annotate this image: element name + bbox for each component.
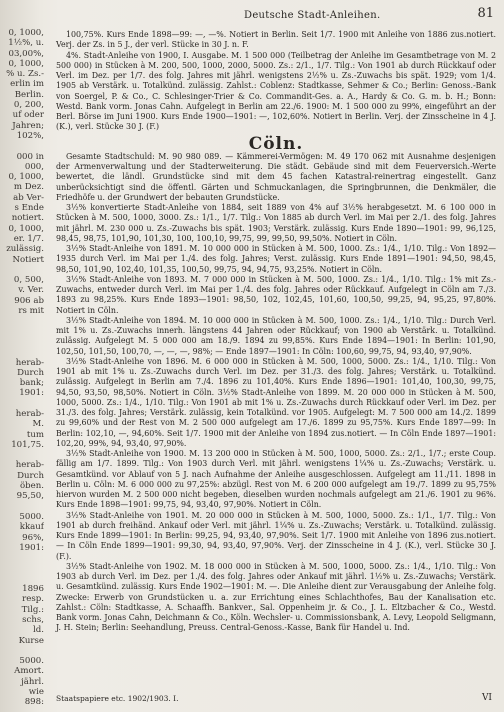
margin-line (0, 399, 44, 409)
margin-line (0, 646, 44, 656)
margin-line: ab Ver- (13, 192, 44, 203)
margin-line (0, 327, 44, 337)
margin-line: s Ende (14, 203, 44, 214)
margin-line: 03,00%, (8, 48, 44, 59)
margin-line: wie (28, 687, 44, 697)
paragraphs-before-section (56, 51, 496, 133)
margin-line: herab- (15, 460, 44, 471)
margin-line: 5000. (19, 511, 44, 522)
paragraph: 3½% Stadt-Anleihe von 1894. M. 10 000 000 in Stücken à M. 500, 1000. Zs.: 1/4., 1/10. Tilg.: Durch Verl. mit 1% u. Zs.-Zuwachs innerh. längstens 44 Jahren oder Rückkauf; von 1900 ab Verstärk. u. Totalkünd. zulässig. Aufgelegt M. 5 000 000 am 18./9. 1894 zu 99,85%. Kurs Ende 1894—1901: In Berlin: 101,90, 102,50, 101,50, 100,70, —, —, —, 98%; — Ende 1897—1901: In Cöln: 100,60, 99,75, 94, 93,40, 97,90%. (56, 315, 496, 356)
margin-line: % u. Zs.- (6, 69, 44, 80)
margin-line: rs mit (18, 306, 44, 317)
paragraph: 3½% Stadt-Anleihe von 1893. M. 7 000 000 in Stücken à M. 500, 1000. Zs.: 1/4., 1/10. Tilg.: 1% mit Zs.-Zuwachs, entweder durch Verl. im Mai per 1./4. des folg. Jahres oder Rückkauf. Aufgelegt in Cöln am 7./3. 1893 zu 98,25%. Kurs Ende 1893—1901: 98,50, 102, 102,45, 101,60, 100,50, 99,25, 94, 95,25, 97,80%. Notiert in Cöln. (56, 274, 496, 315)
margin-line: Amort. (14, 666, 44, 677)
margin-line: 1901: (19, 388, 44, 399)
margin-line: 0, 1000, (8, 28, 44, 38)
margin-line: 000 in (16, 151, 44, 162)
margin-line (0, 502, 44, 512)
margin-line: 102%, (16, 130, 44, 141)
margin-line: Durch (17, 470, 44, 481)
margin-line: 898: (24, 697, 44, 708)
margin-line: notiert. (11, 213, 44, 224)
margin-line: Tilg.: (21, 604, 44, 615)
margin-line (0, 316, 44, 326)
margin-line: schs, (22, 614, 44, 625)
margin-line: öben. (19, 481, 44, 492)
paragraph: 3½% konvertierte Stadt-Anleihe von 1884, seit 1889 von 4% auf 3½% herabgesetzt. M. 6 100 000 in Stücken à M. 500, 1000, 3000. Zs.: 1/1., 1/7. Tilg.: Von 1885 ab durch Verl. im Mai per 2./1. des folg. Jahres mit jährl. M. 230 000 u. Zs.-Zuwachs bis spät. 1903; Verstärk. zulässig. Kurs Ende 1890—1901: 99, 96,125, 98,45, 98,75, 101,90, 101,30, 100, 100,10, 99,75, 99, 99,50, 99,50%. Notiert in Cöln. (56, 203, 496, 243)
margin-line: herab- (15, 408, 44, 419)
margin-line: 95,50, (16, 491, 44, 502)
page-header (44, 6, 504, 26)
margin-line: 1901: (19, 542, 44, 553)
margin-line: Durch (17, 367, 44, 378)
footer-left-text: Staatspapiere etc. 1902/1903. I. (56, 694, 179, 703)
margin-line: m Dez. (13, 182, 44, 193)
margin-line (0, 574, 44, 584)
paragraph: Gesamte Stadtschuld: M. 90 980 089. — Kämmerei-Vermögen: M. 49 170 062 mit Ausnahme desjenigen der Armenverwaltung und der Stadterweiterung. Die städt. Gebäude sind mit dem Feuerversich.-Werte bewertet, die ländl. Grundstücke sind mit dem 45 fachen Katastral-reinertrag eingestellt. Ganz unberücksichtigt sind die öffentl. Gärten und Schmuckanlagen, die Springbrunnen, die Denkmäler, die Friedhöfe u. der Grundwert der bebauten Grundstücke. (56, 151, 496, 202)
margin-line: 5000. (19, 656, 44, 667)
margin-line (0, 141, 44, 151)
paragraph: 3½% Stadt-Anleihe von 1901. M. 20 000 000 in Stücken à M. 500, 1000, 5000. Zs.: 1/1., 1/7. Tilg.: Von 1901 ab durch freihänd. Ankauf oder Verl. mit jährl. 1¼% u. Zs.-Zuwachs; Verstärk. u. Totalkünd. zulässig. Kurs Ende 1899—1901: In Berlin: 99,25, 94, 93,40, 97,90%. Seit 1/7. 1900 mit Anleihe von 1896 zus.notiert. — In Cöln Ende 1899—1901: 99,30, 94, 93,40, 97,90%. Verj. der Zinsscheine in 4 J. (K.), verl. Stücke 30 J. (F.). (56, 510, 496, 561)
margin-line: er. 1/7. (13, 233, 44, 244)
paragraph: 3½% Stadt-Anleihe von 1900. M. 13 200 000 in Stücken à M. 500, 1000, 5000. Zs.: 2/1., 1/7.; erste Coup. fällig am 1/7. 1899. Tilg.: Von 1903 durch Verl. mit jährl. wenigstens 1¼% u. Zs.-Zuwachs; Verstärk. u. Gesamtkünd. vor Ablauf von 5 J. nach Aufnahme der Anleihe ausgeschlossen. Aufgelegt am 11./11. 1898 in Berlin u. Cöln: M. 6 000 000 zu 97,25%: abzügl. Rest von M. 6 200 000 aufgelegt am 19./7. 1899 zu 95,75% hiervon wurden M. 2 500 000 nicht begeben, dieselben wurden nochmals aufgelegt am 21./6. 1901 zu 96%. Kurs Ende 1898—1901: 99,75, 94, 93,40, 97,90%. Notiert in Cöln. (56, 449, 496, 510)
main-text-column (56, 30, 496, 634)
margin-line: 0, 1000, (8, 223, 44, 234)
page-number: 81 (477, 6, 494, 21)
margin-line: jährl. (21, 676, 44, 687)
margin-line (0, 347, 44, 357)
margin-line: 0, 200, (13, 100, 44, 111)
paragraph: 3½% Stadt-Anleihe von 1896. M. 6 000 000 in Stücken à M. 500, 1000, 5000. Zs.: 1/4., 1/10. Tilg.: Von 1901 ab mit 1% u. Zs.-Zuwachs durch Verl. im Dez. per 31./3. des folg. Jahres; Verstärk. u. Totalkünd. zulässig. Aufgelegt in Berlin am 7./4. 1896 zu 101,40%. Kurs Ende 1896—1901: 101,40, 100,30, 99,75, 94,50, 93,50, 98,50%. Notiert in Cöln. 3½% Stadt-Anleihe von 1899. M. 20 000 000 in Stücken à M. 500, 1000, 5000. Zs.: 1/4., 1/10. Tilg.: Von 1901 ab mit 1% u. Zs.-Zuwachs durch Rückkauf oder Verl. im Dez. per 31./3. des folg. Jahres; Verstärk. zulässig, kein Totalkünd. vor 1905. Aufgelegt: M. 7 500 000 am 14./2. 1899 zu 99,60% und der Rest von M. 2 500 000 aufgelegt am 17./6. 1899 zu 95,75%. Kurs Ende 1897—99: In Berlin: 102,10, —, 94,60%. Seit 1/7. 1900 mit der Anleihe von 1894 zus.notiert. — In Cöln Ende 1897—1901: 102,20, 99%, 94, 93,40, 97,90%. (56, 356, 496, 448)
page-footer (56, 694, 496, 706)
margin-line: resp. (22, 594, 44, 605)
paragraphs-after-section (56, 152, 496, 634)
margin-line: 0, 500, (13, 275, 44, 286)
paragraph: 4%. Stadt-Anleihe von 1900, I. Ausgabe. M. 1 500 000 (Teilbetrag der Anleihe im Gesamtbetrage von M. 2 500 000) in Stücken à M. 200, 500, 1000, 2000, 5000. Zs.: 2/1., 1/7. Tilg.: Von 1901 ab durch Rückkauf oder Verl. im Dez. per 1/7. des folg. Jahres mit jährl. wenigstens 2½% u. Zs.-Zuwachs bis spät. 1929; vom 1/4. 1905 ab Verstärk. u. Totalkünd. zulässig. Zahlst.: Coblenz: Stadtkasse, Sehmer & Co.; Berlin: Genoss.-Bank von Soergel, P. & Co., C. Schlesinger-Trier & Co. Commandit-Ges. a. A., Hardy & Co. G. m. b. H.; Bonn: Westd. Bank vorm. Jonas Cahn. Aufgelegt in Berlin am 22./6. 1900: M. 1 500 000 zu 99%, eingeführt an der Berl. Börse im Juni 1900. Kurs Ende 1900—1901: —, 102,60%. Notiert in Berlin. Verj. der Zinsscheine in 4 J. (K.), verl. Stücke 30 J. (F.) (56, 50, 496, 132)
margin-line: 906 ab (14, 295, 44, 306)
section-title: Cöln. (248, 133, 304, 154)
margin-line: tum (26, 429, 44, 440)
footer-signature-mark: VI (481, 693, 492, 703)
margin-line: erlin im (10, 79, 44, 90)
paragraph: 3½% Stadt-Anleihe von 1891. M. 10 000 000 in Stücken à M. 500, 1000. Zs.: 1/4., 1/10. Tilg.: Von 1892—1935 durch Verl. im Mai per 1./4. des folg. Jahres; Verst. zulässig. Kurs Ende 1891—1901: 94,50, 98,45, 98,50, 101,90, 102,40, 101,35, 100,50, 99,75, 94, 94,75, 93,25%. Notiert in Cöln. (56, 244, 496, 274)
margin-line: 0, 1000, (8, 58, 44, 69)
margin-line: kkauf (19, 522, 44, 533)
margin-line: Berlin. (14, 89, 44, 100)
margin-line: herab- (15, 357, 44, 368)
margin-line: 1½%, u. (8, 38, 44, 49)
margin-line: zulässig. (6, 244, 44, 255)
margin-line: Jahren; (12, 120, 44, 131)
margin-line: Kurse (18, 635, 44, 646)
margin-line: M. (32, 419, 44, 430)
margin-line: v. Ver. (18, 285, 44, 296)
margin-line: bank; (19, 378, 44, 389)
margin-line: Notiert (12, 254, 44, 265)
margin-line: 000, (24, 161, 44, 172)
margin-line: uf oder (12, 110, 44, 121)
margin-line (0, 337, 44, 347)
margin-line (0, 563, 44, 573)
running-title: Deutsche Stadt-Anleihen. (244, 10, 381, 21)
margin-line: 96%, (22, 532, 44, 543)
margin-line: 1896 (22, 584, 44, 595)
margin-line (0, 265, 44, 275)
margin-line: ld. (33, 625, 44, 636)
intro-paragraph: 100,75%. Kurs Ende 1898—99: —, —%. Notiert in Berlin. Seit 1/7. 1900 mit Anleihe von 1886 zus.notiert. Verj. der Zs. in 5 J., der verl. Stücke in 30 J. n. F. (56, 30, 496, 50)
paragraph: 3½% Stadt-Anleihe von 1902. M. 18 000 000 in Stücken à M. 500, 1000, 5000. Zs.: 1/4., 1/10. Tilg.: Von 1903 ab durch Verl. im Dez. per 1./4. des folg. Jahres oder Ankauf mit jährl. 1½% u. Zs.-Zuwachs; Verstärk. u. Gesamtkünd. zulässig. Kurs Ende 1902—1901: M. —. Die Anleihe dient zur Verausgabung der Anleihe folg. Zwecke: Erwerb von Grundstücken u. a. zur Errichtung eines Schlachthofes, Bau der Kanalisation etc. Zahlst.: Cöln: Stadtkasse, A. Schaaffh. Bankver., Sal. Oppenheim jr. & Co., J. L. Eltzbacher & Co., Westd. Bank vorm. Jonas Cahn, Deichmann & Co., Köln. Wechsler- u. Commissionsbank, A. Levy, Leopold Seligmann, J. H. Stein; Berlin: Seehandlung, Preuss. Central-Genoss.-Kasse, Bank für Handel u. Ind. (56, 561, 496, 633)
margin-line (0, 450, 44, 460)
margin-line: 0, 1000, (8, 172, 44, 183)
margin-line: 101,75. (11, 439, 44, 450)
margin-line (0, 553, 44, 563)
left-margin-column (0, 28, 44, 712)
